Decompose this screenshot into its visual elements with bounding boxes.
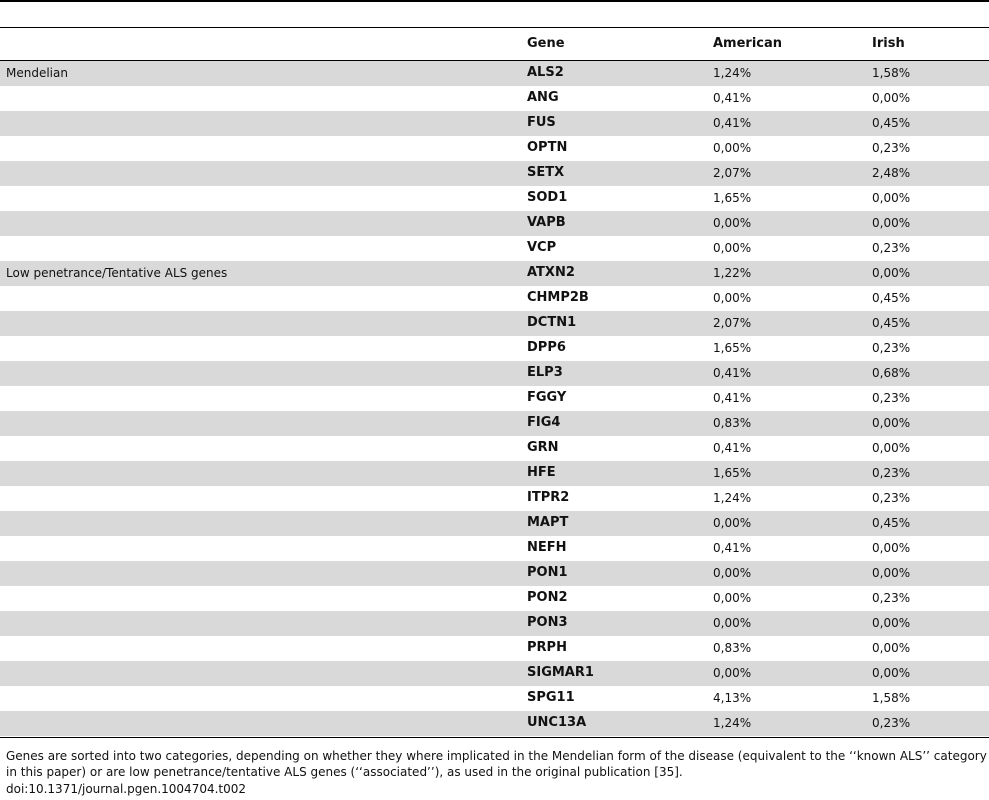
gene-cell: OPTN	[527, 140, 568, 155]
american-cell: 0,00%	[713, 141, 752, 155]
irish-cell: 0,00%	[872, 641, 911, 655]
american-cell: 0,00%	[713, 516, 752, 530]
american-cell: 0,41%	[713, 366, 752, 380]
irish-cell: 0,00%	[872, 416, 911, 430]
gene-cell: FIG4	[527, 415, 561, 430]
gene-cell: DPP6	[527, 340, 566, 355]
american-cell: 1,24%	[713, 66, 752, 80]
gene-cell: CHMP2B	[527, 290, 589, 305]
table-row	[0, 361, 989, 386]
gene-cell: ITPR2	[527, 490, 570, 505]
american-cell: 2,07%	[713, 166, 752, 180]
table-row	[0, 211, 989, 236]
american-cell: 0,00%	[713, 566, 752, 580]
column-header-gene: Gene	[527, 36, 565, 51]
gene-cell: SETX	[527, 165, 565, 180]
irish-cell: 0,45%	[872, 116, 911, 130]
table-footnote: Genes are sorted into two categories, depending on whether they where implicated in the Mendelian form of the disease (equivalent to the ‘‘known ALS’’ category in this paper) or are low penetrance/tentative ALS genes (‘‘associated’’), as used in the original publication [35].	[6, 749, 987, 779]
gene-cell: PON1	[527, 565, 568, 580]
american-cell: 1,24%	[713, 716, 752, 730]
gene-cell: HFE	[527, 465, 556, 480]
gene-cell: ALS2	[527, 65, 564, 80]
category-cell: Mendelian	[6, 66, 68, 80]
table-row	[0, 436, 989, 461]
table-row	[0, 461, 989, 486]
american-cell: 1,65%	[713, 466, 752, 480]
irish-cell: 0,00%	[872, 216, 911, 230]
table-row	[0, 111, 989, 136]
american-cell: 0,00%	[713, 616, 752, 630]
american-cell: 0,41%	[713, 391, 752, 405]
american-cell: 1,65%	[713, 341, 752, 355]
american-cell: 0,00%	[713, 666, 752, 680]
american-cell: 0,83%	[713, 416, 752, 430]
irish-cell: 0,00%	[872, 266, 911, 280]
table-row	[0, 336, 989, 361]
table-row	[0, 61, 989, 86]
gene-cell: PON3	[527, 615, 568, 630]
table-row	[0, 686, 989, 711]
gene-cell: VAPB	[527, 215, 566, 230]
gene-cell: UNC13A	[527, 715, 587, 730]
irish-cell: 0,23%	[872, 591, 911, 605]
irish-cell: 0,23%	[872, 241, 911, 255]
irish-cell: 0,23%	[872, 466, 911, 480]
american-cell: 0,41%	[713, 91, 752, 105]
table-row	[0, 261, 989, 286]
table-row	[0, 386, 989, 411]
gene-cell: VCP	[527, 240, 557, 255]
irish-cell: 0,23%	[872, 716, 911, 730]
american-cell: 1,65%	[713, 191, 752, 205]
gene-cell: PON2	[527, 590, 568, 605]
american-cell: 0,00%	[713, 591, 752, 605]
gene-cell: SOD1	[527, 190, 568, 205]
irish-cell: 0,45%	[872, 291, 911, 305]
irish-cell: 0,00%	[872, 541, 911, 555]
table-row	[0, 186, 989, 211]
gene-cell: DCTN1	[527, 315, 577, 330]
column-header-american: American	[713, 36, 783, 51]
irish-cell: 1,58%	[872, 691, 911, 705]
irish-cell: 0,45%	[872, 516, 911, 530]
gene-cell: ATXN2	[527, 265, 575, 280]
irish-cell: 0,00%	[872, 566, 911, 580]
table-row	[0, 661, 989, 686]
table-bottom-rule	[0, 737, 989, 738]
column-header-irish: Irish	[872, 36, 905, 51]
table-row	[0, 311, 989, 336]
irish-cell: 0,00%	[872, 441, 911, 455]
table-row	[0, 586, 989, 611]
gene-cell: MAPT	[527, 515, 569, 530]
table-row	[0, 136, 989, 161]
table-header-row	[0, 28, 989, 60]
irish-cell: 0,68%	[872, 366, 911, 380]
irish-cell: 0,23%	[872, 491, 911, 505]
irish-cell: 0,00%	[872, 616, 911, 630]
gene-cell: SPG11	[527, 690, 575, 705]
table-row	[0, 236, 989, 261]
table-row	[0, 636, 989, 661]
category-cell: Low penetrance/Tentative ALS genes	[6, 266, 228, 280]
table-row	[0, 286, 989, 311]
american-cell: 0,41%	[713, 116, 752, 130]
american-cell: 0,00%	[713, 216, 752, 230]
american-cell: 4,13%	[713, 691, 752, 705]
table-row	[0, 86, 989, 111]
table-row	[0, 511, 989, 536]
table-row	[0, 611, 989, 636]
table-top-rule	[0, 0, 989, 2]
gene-cell: SIGMAR1	[527, 665, 594, 680]
table-body	[0, 61, 989, 736]
american-cell: 0,41%	[713, 541, 752, 555]
irish-cell: 0,23%	[872, 341, 911, 355]
gene-cell: FUS	[527, 115, 556, 130]
gene-cell: FGGY	[527, 390, 567, 405]
gene-cell: ELP3	[527, 365, 563, 380]
table-row	[0, 411, 989, 436]
american-cell: 0,00%	[713, 291, 752, 305]
irish-cell: 0,00%	[872, 666, 911, 680]
gene-cell: NEFH	[527, 540, 567, 555]
irish-cell: 0,23%	[872, 391, 911, 405]
irish-cell: 0,00%	[872, 91, 911, 105]
table-doi: doi:10.1371/journal.pgen.1004704.t002	[6, 782, 247, 796]
gene-cell: ANG	[527, 90, 559, 105]
irish-cell: 0,00%	[872, 191, 911, 205]
table-row	[0, 711, 989, 736]
irish-cell: 1,58%	[872, 66, 911, 80]
table-row	[0, 536, 989, 561]
gene-cell: GRN	[527, 440, 559, 455]
american-cell: 2,07%	[713, 316, 752, 330]
table-row	[0, 561, 989, 586]
table-row	[0, 161, 989, 186]
american-cell: 0,00%	[713, 241, 752, 255]
american-cell: 1,22%	[713, 266, 752, 280]
gene-cell: PRPH	[527, 640, 567, 655]
american-cell: 0,41%	[713, 441, 752, 455]
irish-cell: 0,45%	[872, 316, 911, 330]
irish-cell: 0,23%	[872, 141, 911, 155]
american-cell: 0,83%	[713, 641, 752, 655]
table-row	[0, 486, 989, 511]
american-cell: 1,24%	[713, 491, 752, 505]
irish-cell: 2,48%	[872, 166, 911, 180]
